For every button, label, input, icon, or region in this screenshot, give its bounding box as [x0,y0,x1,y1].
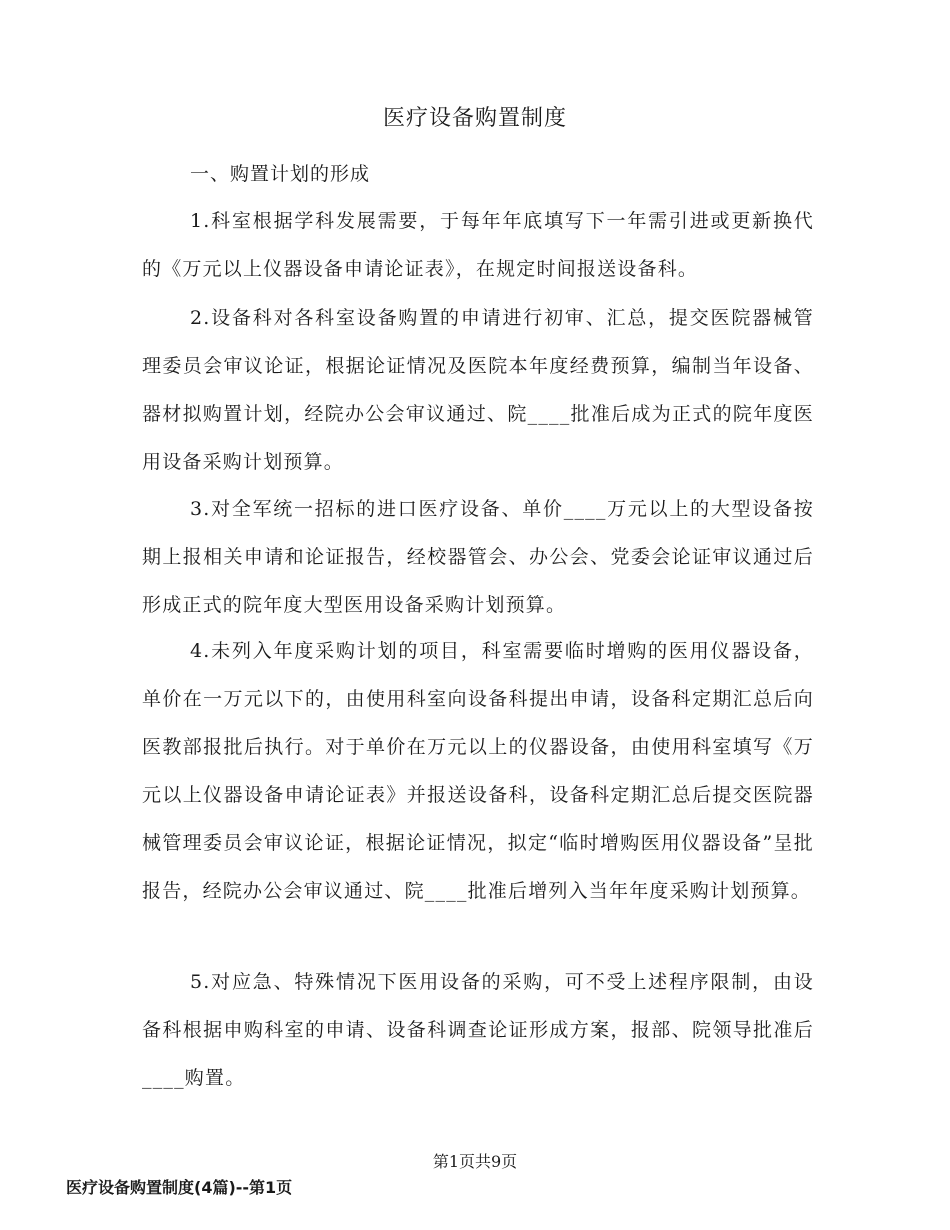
paragraph-3: 3.对全军统一招标的进口医疗设备、单价____万元以上的大型设备按期上报相关申请和论证报告，经校器管会、办公会、党委会论证审议通过后形成正式的院年度大型医用设备采购计划预算。 [142,498,814,616]
document-footer-label: 医疗设备购置制度(4篇)--第1页 [66,1178,293,1197]
section-heading: 一、购置计划的形成 [190,163,371,185]
paragraph-1: 1.科室根据学科发展需要，于每年年底填写下一年需引进或更新换代的《万元以上仪器设备申请论证表》，在规定时间报送设备科。 [142,210,814,280]
document-title: 医疗设备购置制度 [382,106,567,131]
page-number: 第1页共9页 [432,1152,518,1171]
paragraph-2: 2.设备科对各科室设备购置的申请进行初审、汇总，提交医院器械管理委员会审议论证，根据论证情况及医院本年度经费预算，编制当年设备、器材拟购置计划，经院办公会审议通过、院____批准后成为正式的院年度医用设备采购计划预算。 [142,307,814,473]
paragraph-5: 5.对应急、特殊情况下医用设备的采购，可不受上述程序限制，由设备科根据申购科室的申请、设备科调查论证形成方案，报部、院领导批准后____购置。 [142,971,814,1089]
paragraph-4: 4.未列入年度采购计划的项目，科室需要临时增购的医用仪器设备，单价在一万元以下的，由使用科室向设备科提出申请，设备科定期汇总后向医教部报批后执行。对于单价在万元以上的仪器设备，由使用科室填写《万元以上仪器设备申请论证表》并报送设备科，设备科定期汇总后提交医院器械管理委员会审议论证，根据论证情况，拟定“临时增购医用仪器设备”呈批报告，经院办公会审议通过、院____批准后增列入当年年度采购计划预算。 [142,640,814,902]
